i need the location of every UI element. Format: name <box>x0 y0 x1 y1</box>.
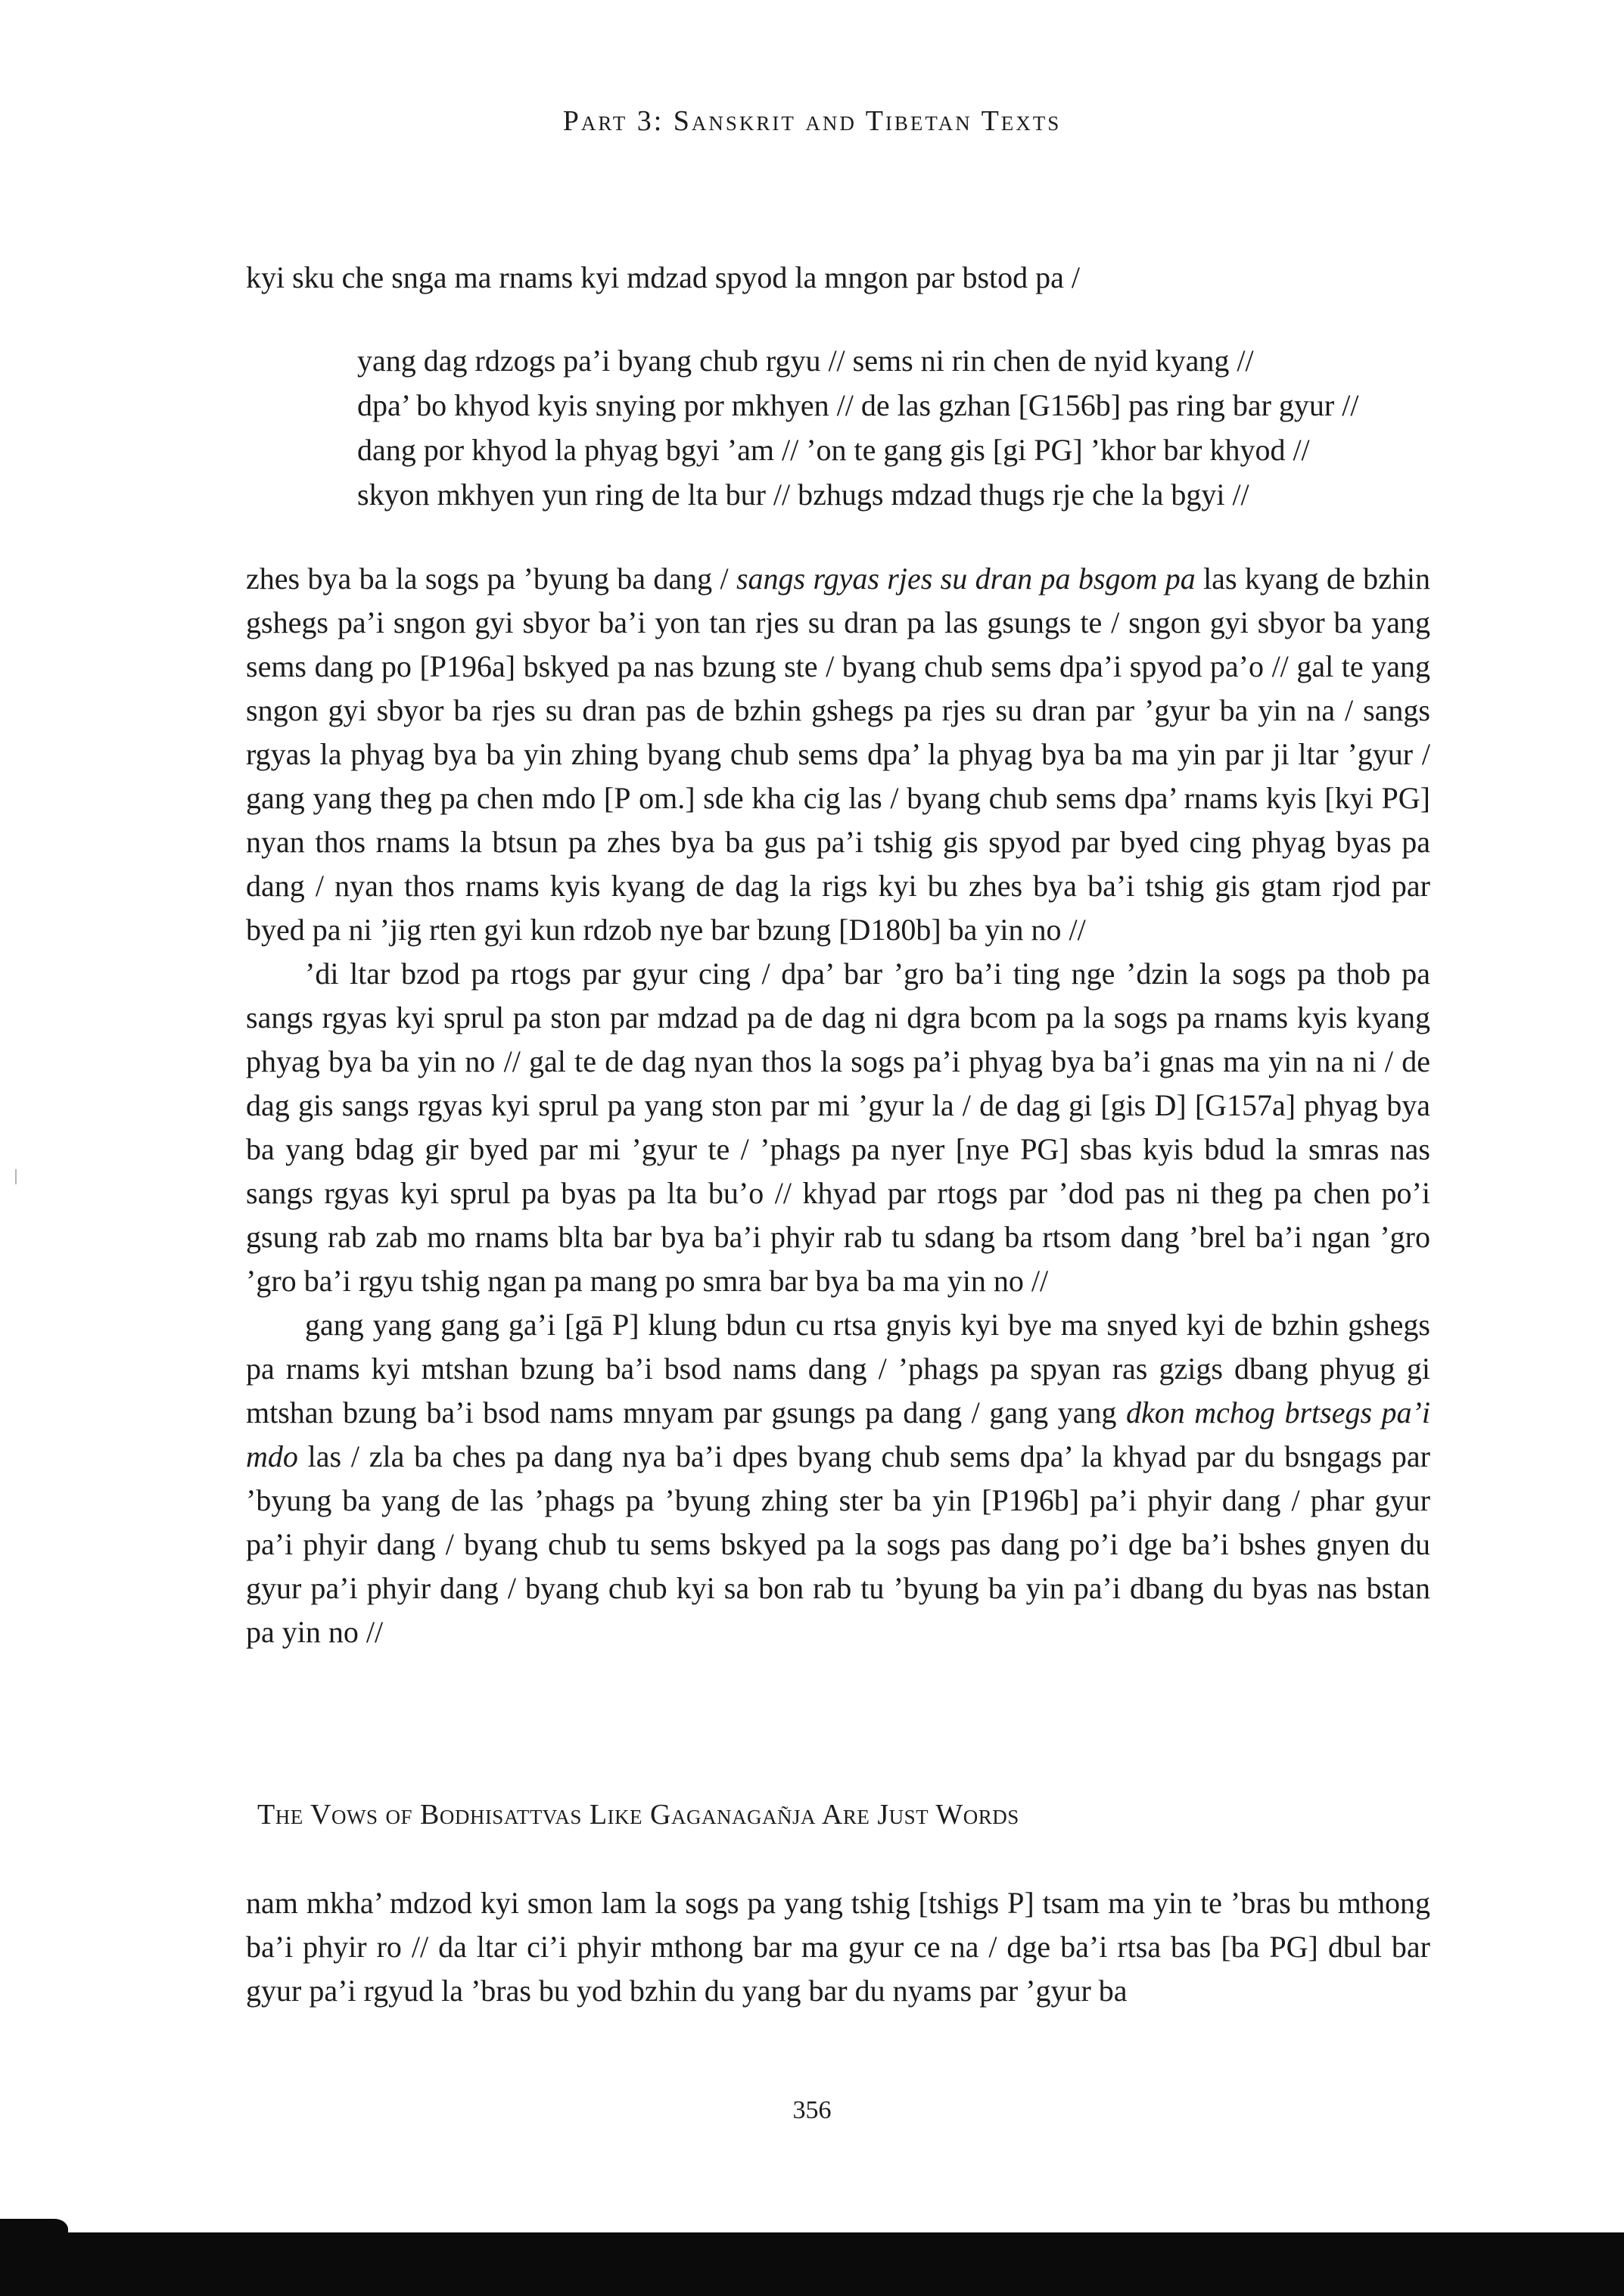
running-head: Part 3: Sanskrit and Tibetan Texts <box>562 105 1062 137</box>
main-text <box>246 557 1430 1654</box>
italic-title: sangs rgyas rjes su dran pa bsgom pa <box>736 562 1196 596</box>
text-segment: ] sbas kyis bdud la smras nas sangs rgyas kyi sprul pa byas pa lta bu’o // khyad par rtogs par ’dod pas ni theg pa chen po’i gsung rab zab mo rnams blta bar bya ba’i phyir rab tu sdang ba rtsom dang ’brel ba’i ngan ’gro ’gro ba’i rgyu tshig ngan pa mang po smra bar bya ba ma yin no // <box>246 1132 1430 1298</box>
text-segment: ] tsam ma yin te ’bras bu mthong ba’i phyir ro // da ltar ci’i phyir mthong bar ma gyur ce na / dge ba’i rtsa bas [ba <box>246 1886 1430 1964</box>
text-segment: ] [G157a] phyag bya ba yang bdag gir byed par mi ’gyur te / ’phags pa nyer [nye <box>246 1088 1430 1166</box>
siglum: P <box>614 781 631 815</box>
text-segment: ] dbul bar gyur pa’i rgyud la ’bras bu yod bzhin du yang bar du nyams par ’gyur ba <box>246 1930 1430 2008</box>
text-segment: om.] sde kha cig las / byang chub sems dpa’ rnams kyis [kyi <box>630 781 1382 815</box>
text-segment: las / zla ba ches pa dang nya ba’i dpes byang chub sems dpa’ la khyad par du bsngags par ’byung ba yang de las ’phags pa ’byung zhing ster ba yin [P196b] pa’i phyir dang / phar gyur pa’i phyir dang / byang chub tu sems bskyed pa la sogs pas dang po’i dge ba’i bshes gnyen du gyur pa’i phyir dang / byang chub kyi sa bon rab tu ’byung ba yin pa’i dbang du byas nas bstan pa yin no // <box>246 1439 1430 1649</box>
text-segment: ] klung bdun cu rtsa gnyis kyi bye ma snyed kyi de bzhin gshegs pa rnams kyi mtshan bzung ba’i bsod nams dang / ’phags pa spyan ras gzigs dbang phyug gi mtshan bzung ba’i bsod nams mnyam par gsungs pa dang / gang yang <box>246 1308 1430 1430</box>
text-segment: ’di ltar bzod pa rtogs par gyur cing / dpa’ bar ’gro ba’i ting nge ’dzin la sogs pa thob pa sangs rgyas kyi sprul pa ston par mdzad pa de dag ni dgra bcom pa la sogs pa rnams kyis kyang phyag bya ba yin no // gal te de dag nyan thos la sogs pa’i phyag bya ba’i gnas ma yin na ni / de dag gis sangs rgyas kyi sprul pa yang ston par mi ’gyur la / de dag gi [gis <box>246 957 1430 1122</box>
verse-line: yang dag rdzogs pa’i byang chub rgyu // sems ni rin chen de nyid kyang // <box>357 344 1254 378</box>
paragraph-2 <box>246 952 1430 1303</box>
verse-line: skyon mkhyen yun ring de lta bur // bzhugs mdzad thugs rje che la bgyi // <box>357 478 1249 512</box>
scan-speck <box>15 1169 17 1184</box>
text-segment: zhes bya ba la sogs pa ’byung ba dang / <box>246 562 736 596</box>
scan-edge <box>0 2232 1624 2296</box>
italic-title: dkon mchog brtsegs pa’i mdo <box>246 1395 1430 1473</box>
section-heading: The Vows of Bodhisattvas Like Gaganagañja Are Just Words <box>257 1799 1019 1831</box>
page-number: 356 <box>792 2096 832 2124</box>
intro-line: kyi sku che snga ma rnams kyi mdzad spyod la mngon par bstod pa / <box>246 260 1081 294</box>
closing-paragraph <box>246 1881 1430 2013</box>
verse-block <box>357 338 1432 517</box>
text-segment: gang yang gang ga’i [gā <box>305 1308 612 1342</box>
siglum: PG <box>1020 1132 1059 1166</box>
verse-line: dang por khyod la phyag bgyi ’am // ’on te gang gis [gi PG] ’khor bar khyod // <box>357 433 1310 467</box>
siglum: PG <box>1381 781 1420 815</box>
paragraph-1 <box>246 557 1430 952</box>
siglum: D <box>1154 1088 1177 1122</box>
text-segment: las kyang de bzhin gshegs pa’i sngon gyi sbyor ba’i yon tan rjes su dran pa las gsungs te / sngon gyi sbyor ba yang sems dang po [P196a] bskyed pa nas bzung ste / byang chub sems dpa’i spyod pa’o // gal te yang sngon gyi sbyor ba rjes su dran pas de bzhin gshegs pa rjes su dran par ’gyur ba yin na / sangs rgyas la phyag bya ba yin zhing byang chub sems dpa’ la phyag bya ba ma yin par ji ltar ’gyur / gang yang theg pa chen mdo [ <box>246 562 1430 815</box>
siglum: PG <box>1269 1930 1308 1964</box>
text-segment: nam mkha’ mdzod kyi smon lam la sogs pa yang tshig [tshigs <box>246 1886 1008 1920</box>
verse-line: dpa’ bo khyod kyis snying por mkhyen // de las gzhan [G156b] pas ring bar gyur // <box>357 388 1359 422</box>
siglum: P <box>611 1308 630 1342</box>
text-segment: ] nyan thos rnams la btsun pa zhes bya ba gus pa’i tshig gis spyod par byed cing phyag byas pa dang / nyan thos rnams kyis kyang de dag la rigs kyi bu zhes bya ba’i tshig gis gtam rjod par byed pa ni ’jig rten gyi kun rdzob nye bar bzung [D180b] ba yin no // <box>246 781 1430 947</box>
paragraph-3 <box>246 1303 1430 1654</box>
siglum: P <box>1007 1886 1025 1920</box>
